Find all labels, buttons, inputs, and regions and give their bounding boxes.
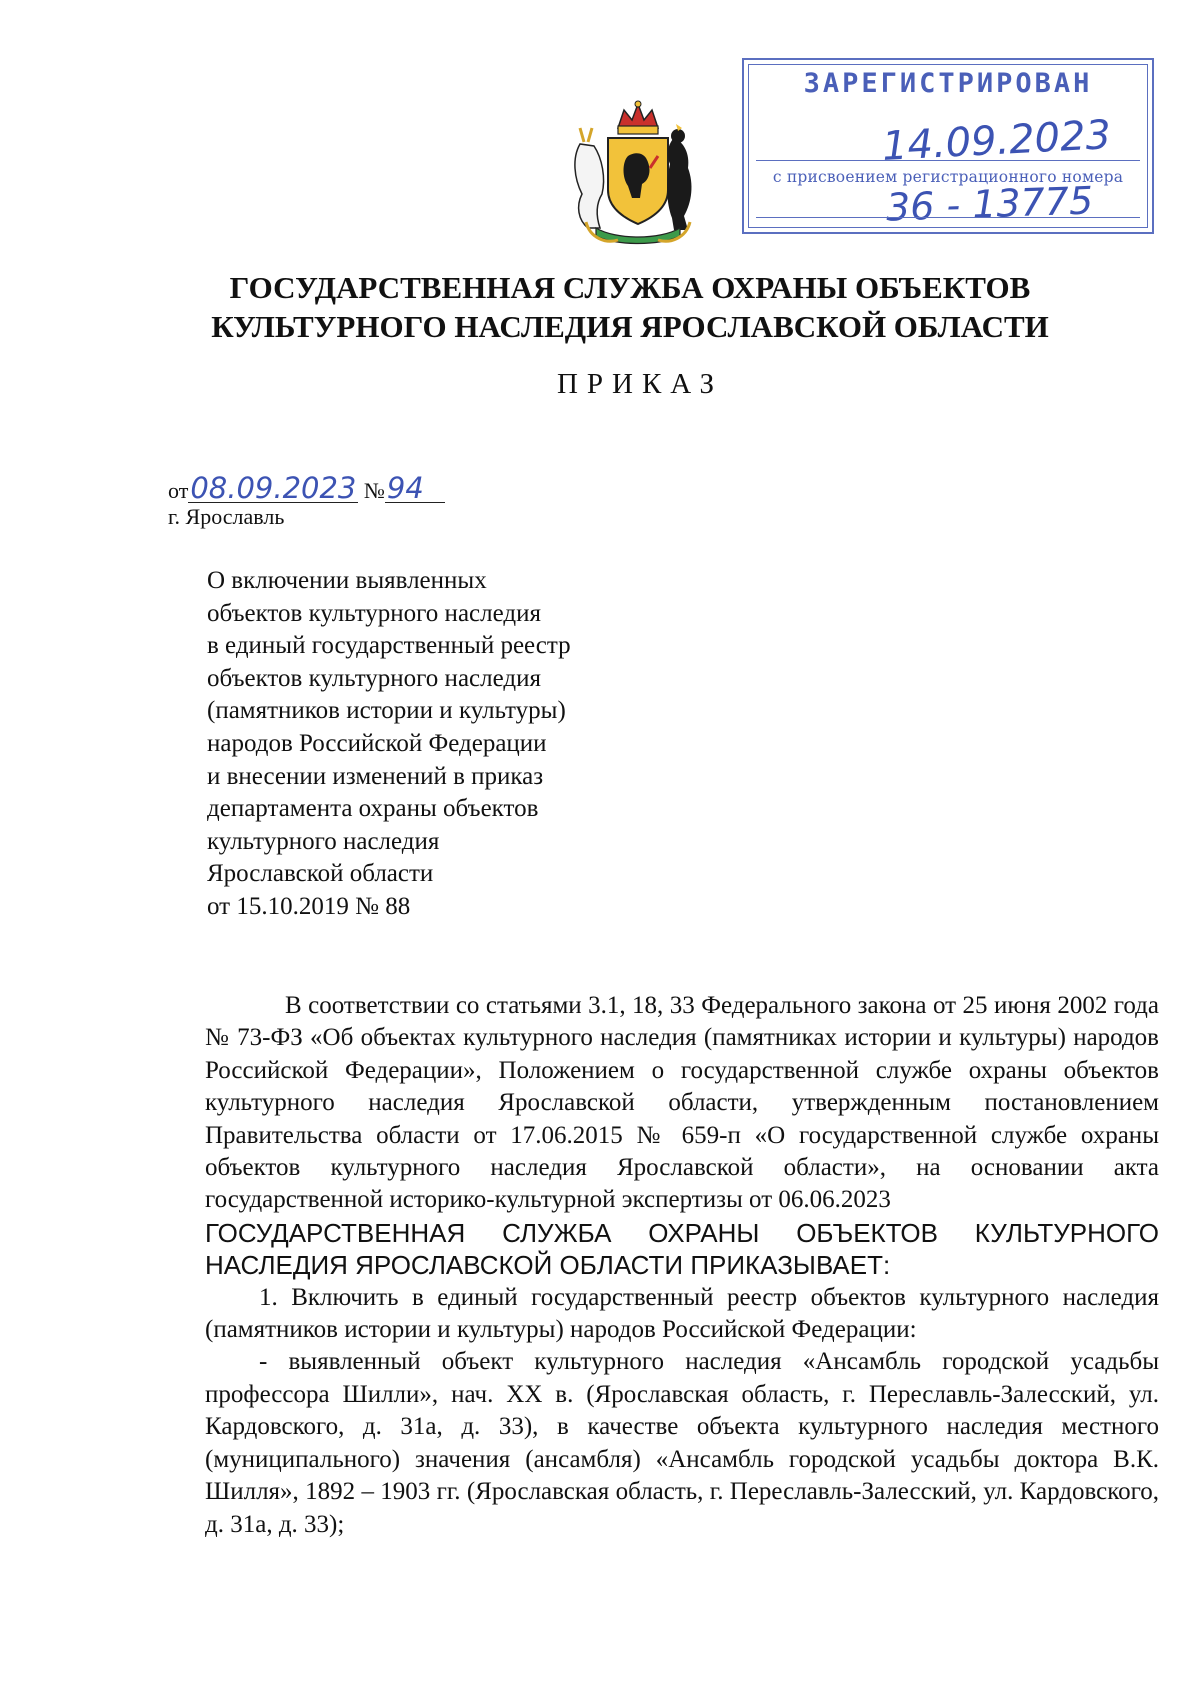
order-item-1: 1. Включить в единый государственный реестр объектов культурного наследия (памятников истории и культуры) народов Российской Федерации: (205, 1283, 1159, 1344)
stamp-handwritten-date: 14.09.2023 (880, 112, 1113, 170)
subject-line: объектов культурного наследия (207, 664, 541, 692)
subject-line: департамента охраны объектов (207, 795, 539, 823)
preamble-paragraph: В соответствии со статьями 3.1, 18, 33 Федерального закона от 25 июня 2002 года № 73-ФЗ «Об объектах культурного наследия (памятниках истории и культуры) народов Российской Федерации», Положением о государственной службе охраны объектов культурного наследия Ярославской области, утвержденным постановлением Правительства области от 17.06.2015 № 659-п «О государственной службе охраны объектов культурного наследия Ярославской области», на основании акта государственной историко-культурной экспертизы от 06.06.2023 (205, 992, 1159, 1214)
stamp-note: с присвоением регистрационного номера (772, 168, 1124, 186)
subject-line: культурного наследия (207, 827, 440, 855)
order-item-1-subitem: - выявленный объект культурного наследия «Ансамбль городской усадьбы профессора Шилли», нач. XX в. (Ярославская область, г. Переславль-Залесский, ул. Кардовского, д. 31а, д. 33), в качестве объекта культурного наследия местного (муниципального) значения (ансамбля) «Ансамбль городской усадьбы доктора В.К. Шилля», 1892 – 1903 гг. (Ярославская область, г. Переславль-Залесский, ул. Кардовского, д. 31а, д. 33); (205, 1348, 1159, 1538)
document-type-title: ПРИКАЗ (556, 368, 724, 400)
stamp-title: ЗАРЕГИСТРИРОВАН (803, 68, 1093, 99)
agency-name-line: КУЛЬТУРНОГО НАСЛЕДИЯ ЯРОСЛАВСКОЙ ОБЛАСТИ (211, 309, 1049, 344)
document-date-number-line (168, 471, 445, 505)
city: г. Ярославль (168, 504, 285, 529)
handwritten-number: 94 (385, 474, 445, 503)
registration-stamp (742, 58, 1154, 234)
subject-line: (памятников истории и культуры) (207, 697, 566, 725)
subject-line: и внесении изменений в приказ (207, 762, 544, 790)
subject-line: народов Российской Федерации (207, 729, 547, 757)
stamp-handwritten-number: 36 - 13775 (885, 178, 1094, 230)
document-body (205, 990, 1159, 1541)
number-label: № (363, 478, 385, 503)
stamp-divider (756, 217, 1140, 218)
from-label: от (168, 478, 189, 503)
yaroslavl-coat-of-arms-icon (566, 98, 710, 248)
subject-line: О включении выявленных (207, 567, 487, 594)
subject-line: Ярославской области (207, 860, 434, 888)
subject-line: в единый государственный реестр (207, 632, 571, 660)
document-subject (207, 565, 667, 924)
handwritten-date: 08.09.2023 (190, 471, 357, 505)
order-phrase: ГОСУДАРСТВЕННАЯ СЛУЖБА ОХРАНЫ ОБЪЕКТОВ КУЛЬТУРНОГО НАСЛЕДИЯ ЯРОСЛАВСКОЙ ОБЛАСТИ ПРИКАЗЫВАЕТ: (205, 1217, 1159, 1281)
stamp-divider (756, 160, 1140, 161)
agency-name (130, 268, 1130, 346)
subject-line: от 15.10.2019 № 88 (207, 892, 411, 920)
subject-line: объектов культурного наследия (207, 599, 541, 627)
agency-name-line: ГОСУДАРСТВЕННАЯ СЛУЖБА ОХРАНЫ ОБЪЕКТОВ (229, 270, 1031, 305)
